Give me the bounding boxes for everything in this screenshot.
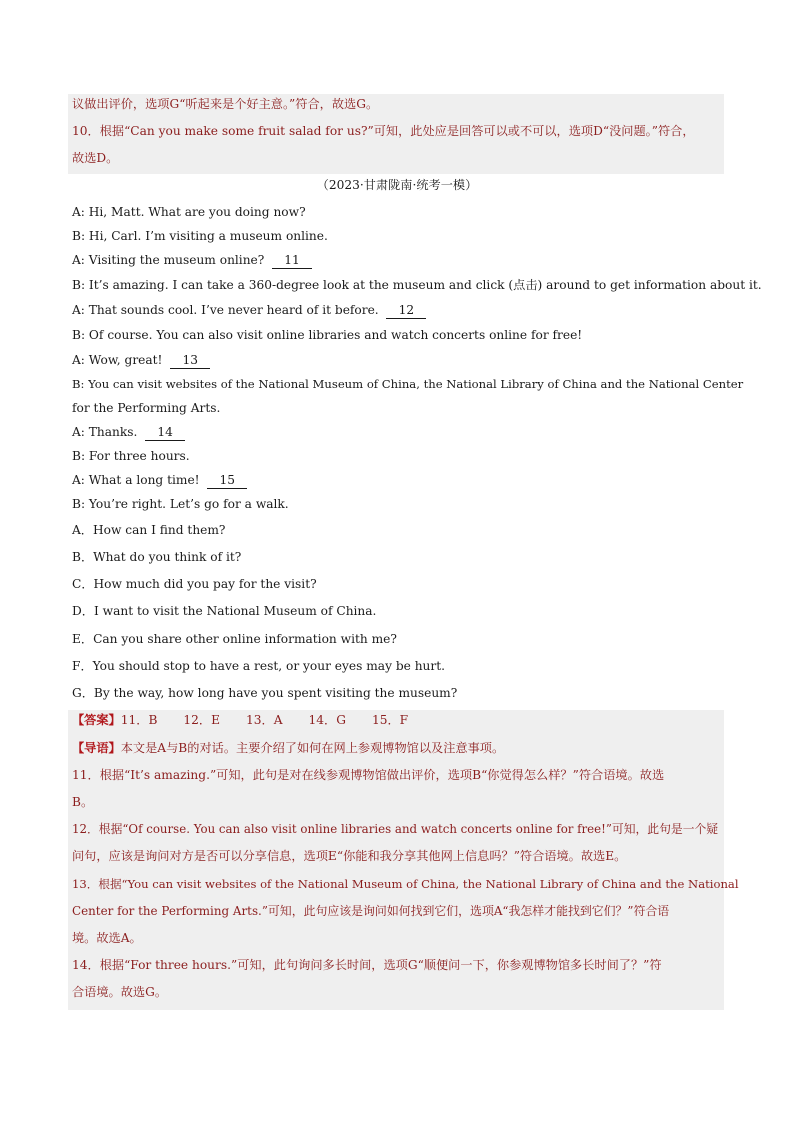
dialogue-line: B: For three hours. (72, 449, 190, 463)
option-item: C．How much did you pay for the visit? (72, 577, 317, 591)
option-item: A．How can I find them? (72, 523, 226, 537)
dialogue-line: B: You’re right. Let’s go for a walk. (72, 497, 289, 511)
dialogue-line: A: Thanks. 14 (72, 422, 185, 442)
explanation-line: 13．根据“You can visit websites of the National Museum of China, the National Library of China and the National (72, 877, 739, 891)
explanation-line: 故选D。 (72, 151, 119, 165)
dialogue-line: A: Visiting the museum online? 11 (72, 250, 312, 270)
answer-blank: 14 (145, 425, 185, 441)
option-item: E．Can you share other online information with me? (72, 632, 397, 646)
dialogue-line: for the Performing Arts. (72, 401, 221, 415)
dialogue-line: B: Of course. You can also visit online libraries and watch concerts online for free! (72, 328, 583, 342)
explanation-line: 12．根据“Of course. You can also visit online libraries and watch concerts online for free!”可知，此句是一个疑 (72, 822, 719, 836)
guide-line: 【导语】本文是A与B的对话。主要介绍了如何在网上参观博物馆以及注意事项。 (72, 741, 505, 755)
answer-label: 【答案】 (72, 713, 121, 727)
option-item: G．By the way, how long have you spent visiting the museum? (72, 686, 458, 700)
explanation-line: 14．根据“For three hours.”可知，此句询问多长时间，选项G“顺便问一下，你参观博物馆多长时间了？”符 (72, 958, 662, 972)
explanation-line: Center for the Performing Arts.”可知，此句应该是询问如何找到它们，选项A“我怎样才能找到它们？”符合语 (72, 904, 670, 918)
dialogue-line: A: What a long time! 15 (72, 470, 247, 490)
answer-blank: 12 (386, 303, 426, 319)
question-source: （2023·甘肃陇南·统考一模） (316, 178, 478, 192)
answer-blank: 13 (170, 353, 210, 369)
answer-blank: 11 (272, 253, 312, 269)
explanation-line: 境。故选A。 (72, 931, 142, 945)
answer-line: 【答案】11．B 12．E 13．A 14．G 15．F (72, 713, 409, 727)
explanation-line: 问句，应该是询问对方是否可以分享信息，选项E“你能和我分享其他网上信息吗？”符合语境。故选E。 (72, 849, 627, 863)
dialogue-line: B: You can visit websites of the National Museum of China, the National Library of China and the National Center (72, 377, 744, 391)
dialogue-line: A: Hi, Matt. What are you doing now? (72, 205, 306, 219)
explanation-line: 10．根据“Can you make some fruit salad for us?”可知，此处应是回答可以或不可以，选项D“没问题。”符合， (72, 124, 695, 138)
dialogue-line: B: Hi, Carl. I’m visiting a museum online. (72, 229, 328, 243)
explanation-line: 11．根据“It’s amazing.”可知，此句是对在线参观博物馆做出评价，选项B“你觉得怎么样？”符合语境。故选 (72, 768, 665, 782)
option-item: D．I want to visit the National Museum of China. (72, 604, 377, 618)
option-item: B．What do you think of it? (72, 550, 242, 564)
explanation-line: B。 (72, 795, 94, 809)
explanation-line: 合语境。故选G。 (72, 985, 168, 999)
option-item: F．You should stop to have a rest, or your eyes may be hurt. (72, 659, 446, 673)
dialogue-line: A: Wow, great! 13 (72, 350, 210, 370)
guide-label: 【导语】 (72, 741, 121, 755)
dialogue-line: A: That sounds cool. I’ve never heard of it before. 12 (72, 300, 426, 320)
dialogue-line: B: It’s amazing. I can take a 360-degree look at the museum and click (点击) around to get information about it. (72, 278, 762, 292)
explanation-line: 议做出评价，选项G“听起来是个好主意。”符合，故选G。 (72, 97, 379, 111)
answer-blank: 15 (207, 473, 247, 489)
